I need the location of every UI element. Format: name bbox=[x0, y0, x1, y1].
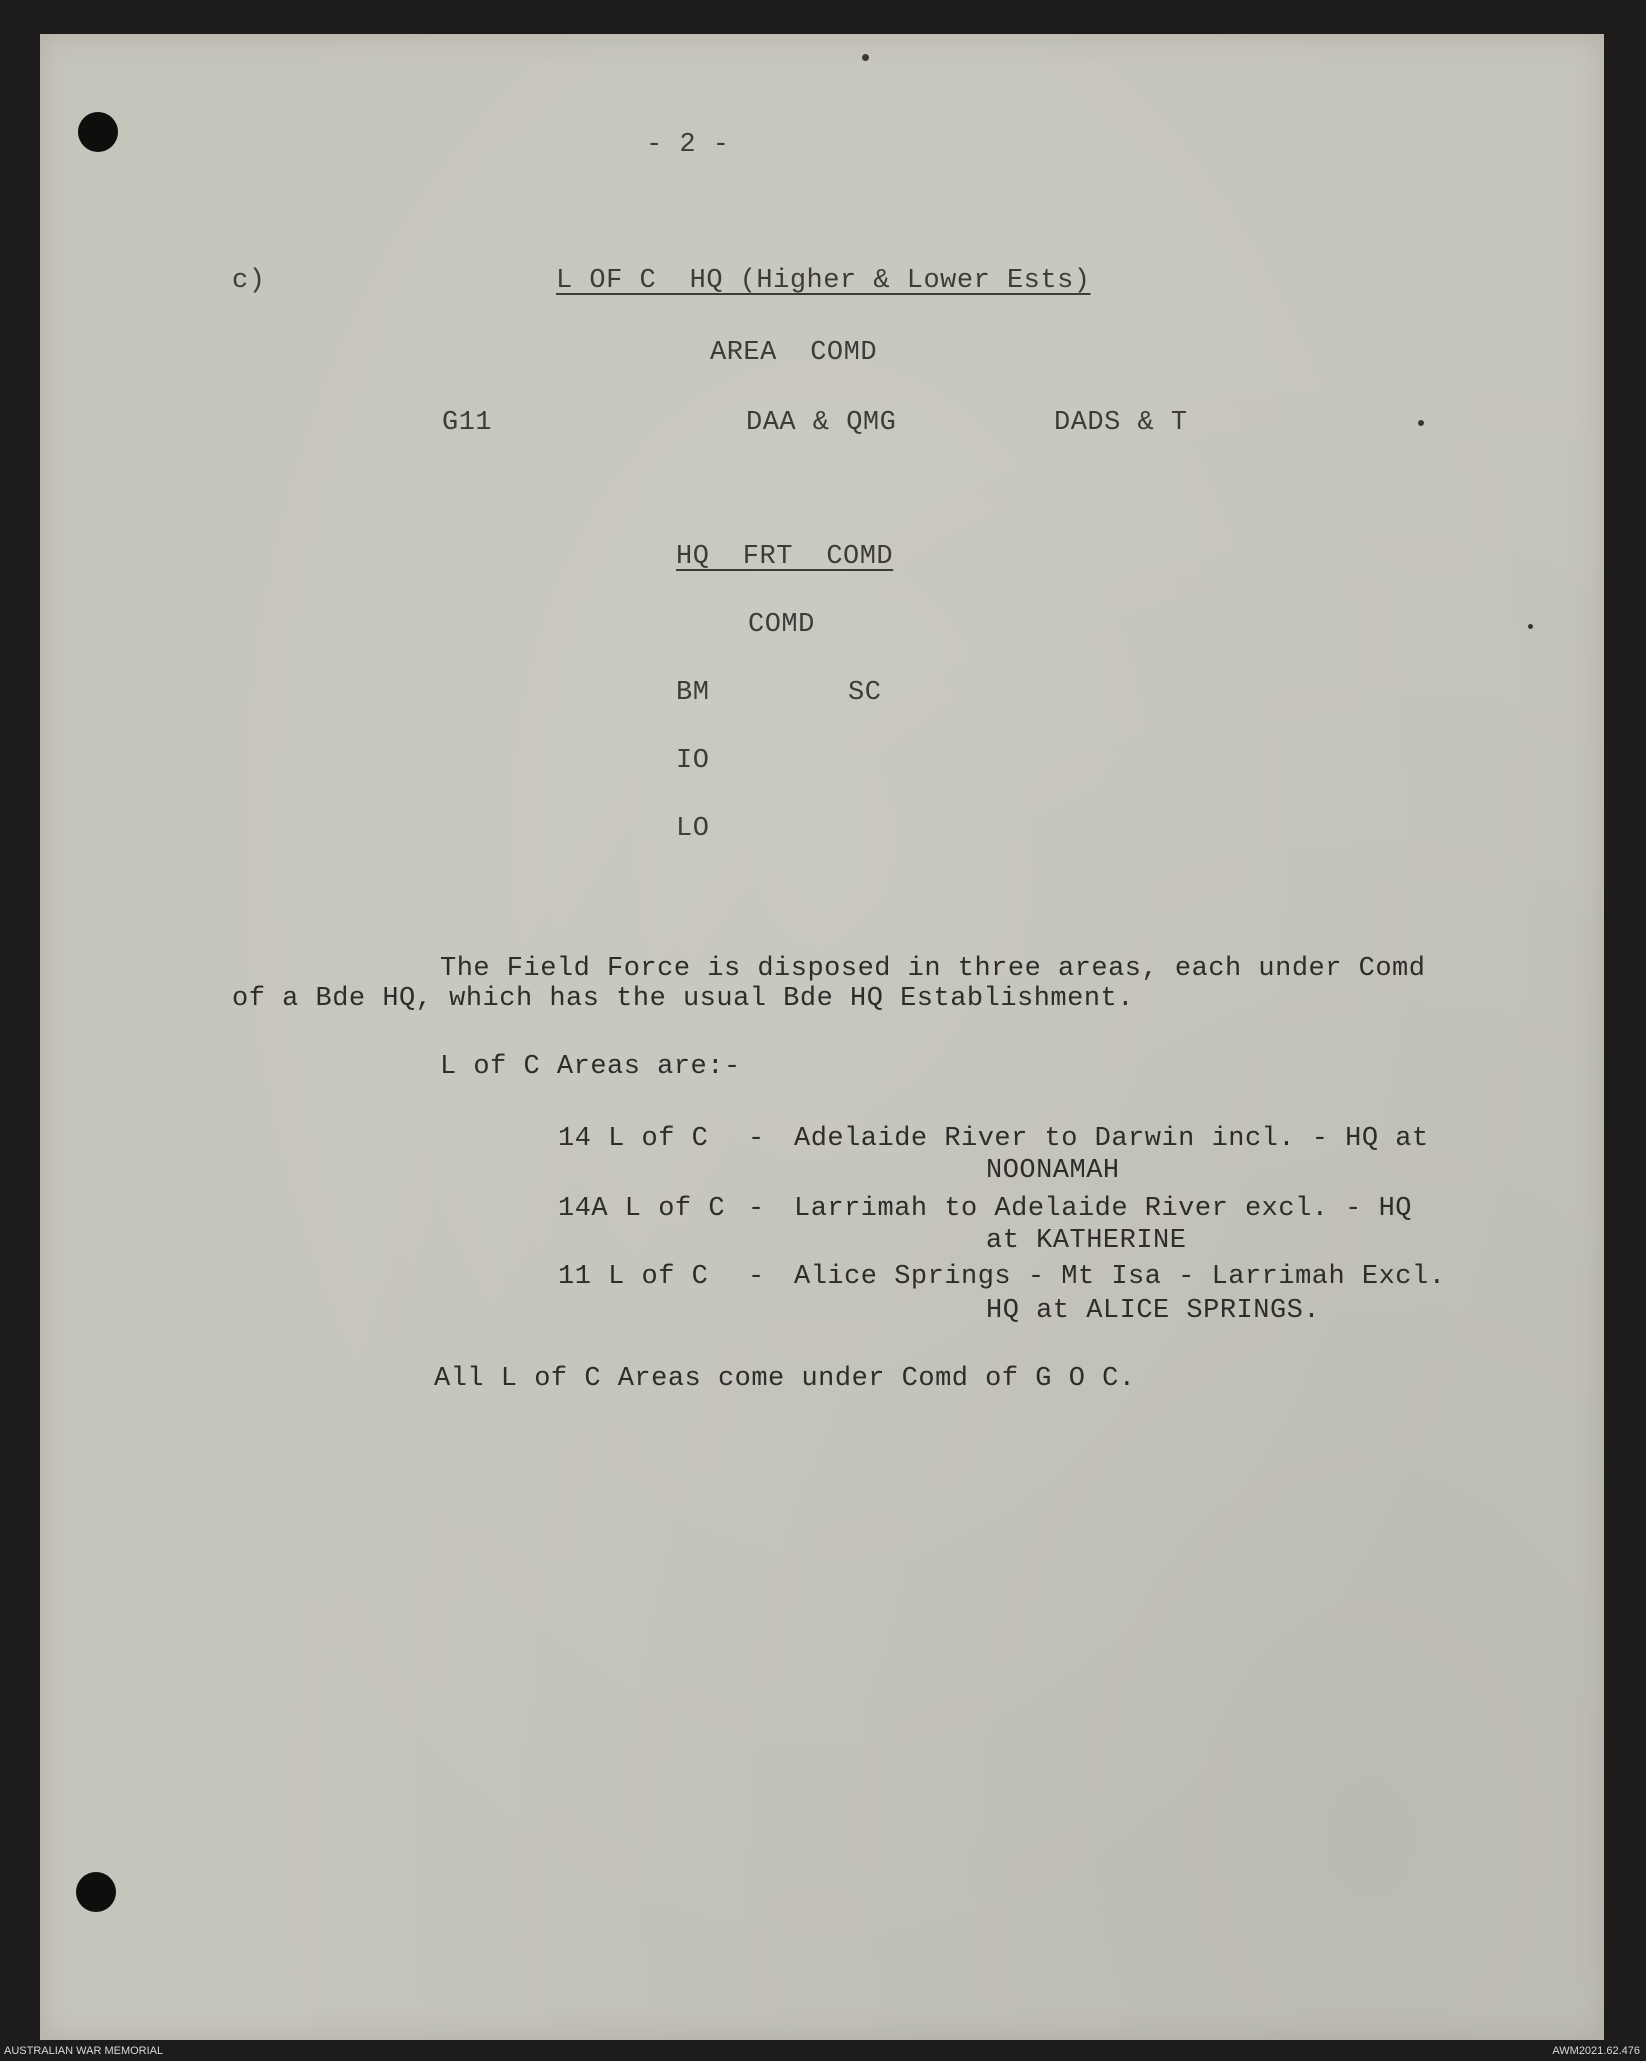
document-page bbox=[40, 34, 1604, 2040]
area-dash: - bbox=[748, 1262, 765, 1292]
hq-frt-comd-heading: HQ FRT COMD bbox=[676, 542, 894, 572]
paragraph-line: The Field Force is disposed in three areas, each under Comd bbox=[440, 954, 1426, 984]
paper-speck bbox=[1528, 624, 1533, 629]
area-description: Alice Springs - Mt Isa - Larrimah Excl. bbox=[794, 1262, 1446, 1292]
area-name: 14 L of C bbox=[558, 1124, 709, 1154]
closing-line: All L of C Areas come under Comd of G O C. bbox=[434, 1364, 1136, 1394]
area-name: 11 L of C bbox=[558, 1262, 709, 1292]
lo-label: LO bbox=[676, 814, 710, 844]
io-label: IO bbox=[676, 746, 710, 776]
punch-hole-top bbox=[78, 112, 118, 152]
area-hq: at KATHERINE bbox=[986, 1226, 1187, 1256]
frt-comd: COMD bbox=[748, 610, 815, 640]
area-hq: HQ at ALICE SPRINGS. bbox=[986, 1296, 1321, 1326]
punch-hole-bottom bbox=[76, 1872, 116, 1912]
area-dash: - bbox=[748, 1124, 765, 1154]
daa-qmg-label: DAA & QMG bbox=[746, 408, 897, 438]
sc-label: SC bbox=[848, 678, 882, 708]
g11-label: G11 bbox=[442, 408, 493, 438]
area-dash: - bbox=[748, 1194, 765, 1224]
dads-t-label: DADS & T bbox=[1054, 408, 1188, 438]
bm-label: BM bbox=[676, 678, 710, 708]
archive-reference: AWM2021.62.476 bbox=[1552, 2045, 1640, 2057]
archive-credit: AUSTRALIAN WAR MEMORIAL bbox=[4, 2045, 164, 2057]
area-comd: AREA COMD bbox=[710, 338, 878, 368]
area-hq: NOONAMAH bbox=[986, 1156, 1120, 1186]
area-name: 14A L of C bbox=[558, 1194, 726, 1224]
lofc-hq-heading: L OF C HQ (Higher & Lower Ests) bbox=[556, 266, 1091, 296]
paper-speck bbox=[1418, 420, 1424, 426]
areas-intro: L of C Areas are:- bbox=[440, 1052, 741, 1082]
section-marker: c) bbox=[232, 266, 266, 296]
paper-speck bbox=[862, 54, 869, 61]
area-description: Larrimah to Adelaide River excl. - HQ bbox=[794, 1194, 1412, 1224]
page-number: - 2 - bbox=[646, 130, 730, 160]
area-description: Adelaide River to Darwin incl. - HQ at bbox=[794, 1124, 1429, 1154]
paragraph-line: of a Bde HQ, which has the usual Bde HQ Establishment. bbox=[232, 984, 1134, 1014]
